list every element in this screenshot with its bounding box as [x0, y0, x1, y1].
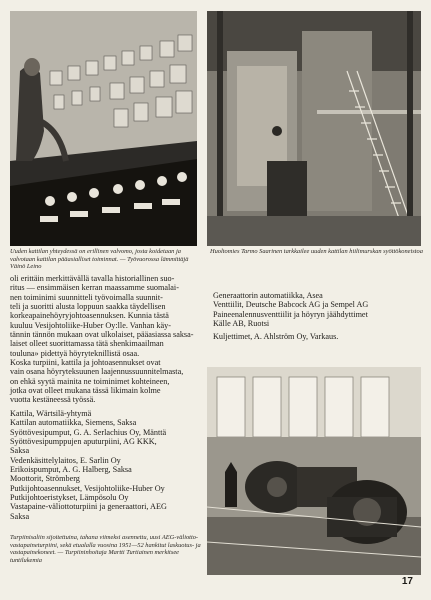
- text-line: oli erittäin merkittävällä tavalla historiallinen suo-: [10, 274, 175, 283]
- supplier-item: Kuljettimet, A. Ahlström Oy, Varkaus.: [213, 332, 339, 342]
- text-line: on ehkä syytä mainita ne toiminimet kohteineen,: [10, 376, 170, 386]
- text-line: nen toiminimi suunnitteli työvoimalla suunnit-: [10, 292, 163, 302]
- text-line: laiset olleet suorittamassa tätä shenkimaailman: [10, 339, 164, 349]
- control-room-photo: [10, 11, 197, 246]
- text-line: ritus — ensimmäisen kerran maassamme suomalai-: [10, 283, 179, 293]
- supplier-item: Vedenkäsittelylaitos, E. Sarlin Oy: [10, 455, 121, 465]
- turbine-hall-caption: Turpiinisaliin sijoitettuina, tahana viimeksi asennettu, uusi AEG-väliotto-vastapaineturpiini, sekä etualalla vuosina 1951—52 hankitut laskuotus- ja vastapainekoneet. — Turpiininhoitaja Martti Turtiainen merkitsee tuntilukemia: [10, 534, 201, 564]
- page-number: 17: [401, 576, 413, 587]
- supplier-item: Paineenalennusventtiilit ja höyryn jäähdyttimet: [213, 309, 368, 319]
- supplier-item: Kattilan automatiikka, Siemens, Saksa: [10, 418, 137, 428]
- supplier-list: [10, 409, 207, 521]
- boiler-hall-photo: [207, 11, 421, 246]
- text-line: touluna» pidettyä höyryteknillistä osaa.: [10, 348, 140, 358]
- supplier-item: Generaattorin automatiikka, Asea: [213, 291, 323, 300]
- paragraph-2: [10, 358, 207, 405]
- supplier-item: Källe AB, Ruotsi: [213, 319, 270, 329]
- supplier-item: Putkijohtoeristykset, Lämpösolu Oy: [10, 492, 129, 502]
- control-room-caption: Uuden kattilan yhteydessä on erillinen valvomo, josta koidetaan ja valvotaan kattilan pääasialliset toiminnat. — Työvuorossa lämmittäjä Väinö Leino: [10, 248, 189, 271]
- text-line: teli ja suoritti alusta loppuun saakka täydellisen: [10, 302, 166, 312]
- text-line: vuotta kestäneessä työssä.: [10, 395, 96, 405]
- text-line: Koska turpiini, kattila ja johtoasennukset ovat: [10, 358, 161, 368]
- body-text-left: [10, 274, 207, 521]
- text-line: tännin tännön mukaan ovat ulkolaiset, pääasiassa saksa-: [10, 330, 194, 340]
- text-line: jotka ovat olleet mukana tässä likimain kolme: [10, 386, 161, 396]
- supplier-item: Venttiilit, Deutsche Babcock AG ja Sempel AG: [213, 300, 369, 310]
- supplier-item: Syöttövesipumppujen aputurpiini, AG KKK,: [10, 436, 157, 446]
- supplier-item: Vastapaine-väliottoturpiini ja generaattori, AEG: [10, 502, 167, 512]
- body-text-right: [213, 291, 425, 342]
- supplier-item: Moottorit, Strömberg: [10, 474, 80, 484]
- supplier-item: Kattila, Wärtsilä-yhtymä: [10, 408, 92, 418]
- text-line: kuuluu Vesijohtoliike-Huber Oy:lle. Vanhan käy-: [10, 320, 171, 330]
- supplier-item: Erikoispumput, A. G. Halberg, Saksa: [10, 464, 132, 474]
- supplier-item: Syöttövesipumput, G. A. Serlachius Oy, Mänttä: [10, 427, 167, 437]
- boiler-hall-caption: Huoltomies Tarmo Saarinen tarkkailee uuden kattilan hiilimurskan syöttökoneistoa: [210, 248, 423, 255]
- turbine-hall-photo: [207, 367, 421, 575]
- supplier-item: Saksa: [10, 446, 30, 456]
- paragraph-1: [10, 274, 207, 358]
- text-line: vain osana höyryteksuunen laajennussuunnitelmasta,: [10, 367, 184, 377]
- text-line: korkeapainehöyryjohtoasennuksen. Kunnia tästä: [10, 311, 169, 321]
- supplier-item: Saksa: [10, 511, 30, 521]
- supplier-item: Putkijohtoasennukset, Vesijohtoliike-Huber Oy: [10, 483, 165, 493]
